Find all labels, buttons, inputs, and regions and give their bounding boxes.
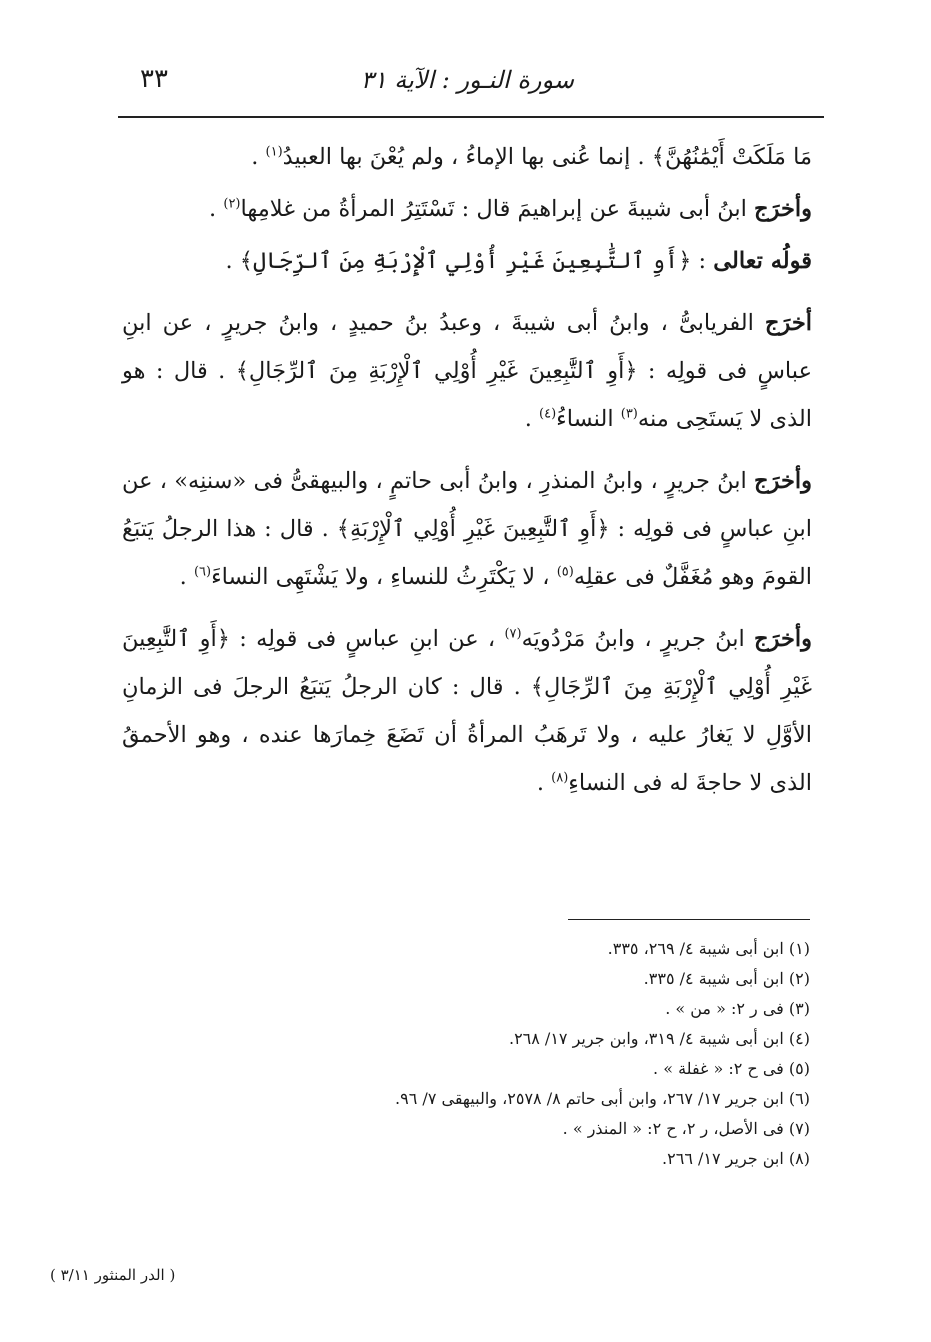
footnote-3: (٣) فى ر ٢: « من » .: [665, 999, 810, 1018]
paragraph-text: ، لا يَكْتَرِثُ للنساءِ ، ولا يَشْتَهِى النساءَ: [211, 564, 557, 590]
footnote-7: (٧) فى الأصل، ر ٢، ح ٢: « المنذر » .: [562, 1119, 810, 1138]
footnote-6: (٦) ابن جرير ١٧/ ٢٦٧، وابن أبى حاتم ٨/ ٢٥٧٨، والبيهقى ٧/ ٩٦.: [395, 1089, 810, 1108]
body-text: [122, 133, 812, 821]
paragraph-lead: أخرَج: [764, 310, 812, 336]
footnotes: [260, 934, 810, 1174]
footnote-ref: (٥): [556, 564, 574, 580]
paragraph-lead: وأخرَج: [754, 468, 812, 494]
section-heading: قولُه تعالى: [713, 248, 812, 274]
footnote-ref: (٢): [223, 196, 241, 212]
running-title: سورة النـور : الآية ٣١: [360, 66, 574, 94]
paragraph-text: ابنُ جريرٍ ، وابنُ مَرْدُويَه: [521, 626, 755, 652]
paragraph-end: .: [179, 564, 194, 590]
paragraph-text: النساءُ: [556, 406, 621, 432]
footnote-5: (٥) فى ح ٢: « غفلة » .: [653, 1059, 810, 1078]
paragraph-lead: وأخرَج: [754, 196, 812, 222]
paragraph-1: [122, 133, 812, 181]
footnote-2: (٢) ابن أبى شيبة ٤/ ٣٣٥.: [643, 969, 810, 988]
footnote-rule: [568, 919, 810, 920]
footnote-ref: (٦): [193, 564, 212, 580]
page-header: [118, 62, 824, 118]
paragraph-text: ابنُ جريرٍ ، وابنُ المنذرِ ، وابنُ أبى حاتمٍ ، والبيهقىُّ فى «سننِه» ، عن ابنِ عباسٍ فى قولِه : ﴿أَوِ ٱلتَّٰبِعِينَ غَيْرِ أُوْلِي ٱلْإِرْبَةِ﴾ . قال : هذا الرجلُ يَتبَعُ القومَ وهو مُغَفَّلٌ فى عقلِه: [122, 468, 812, 590]
paragraph-text: ، عن ابنِ عباسٍ فى قولِه : ﴿أَوِ ٱلتَّٰبِعِينَ غَيْرِ أُوْلِي ٱلْإِرْبَةِ مِنَ ٱلرِّجَالِ﴾ . قال : كان الرجلُ يَتبَعُ الرجلَ فى الزمانِ الأوَّلِ لا يَغارُ عليه ، ولا تَرهَبُ المرأةُ أن تَضَعَ خِمارَها عنده ، وهو الأحمقُ الذى لا حاجةَ له فى النساءِ: [122, 626, 812, 796]
page-number: ٣٣: [140, 64, 168, 94]
footnote-ref: (٨): [551, 770, 569, 786]
paragraph-end: .: [251, 144, 266, 170]
paragraph-text: مَا مَلَكَتْ أَيْمَٰنُهُنَّ﴾ . إنما عُنى بها الإماءُ ، ولم يُعْنَ بها العبيدُ: [282, 144, 812, 170]
footnote-ref: (٤): [539, 406, 557, 422]
footnote-1: (١) ابن أبى شيبة ٤/ ٢٦٩، ٣٣٥.: [607, 939, 810, 958]
paragraph-end: .: [524, 406, 540, 432]
footnote-ref: (٣): [620, 406, 638, 422]
footnote-8: (٨) ابن جرير ١٧/ ٢٦٦.: [662, 1149, 810, 1168]
header-rule: [118, 116, 824, 118]
paragraph-3: [122, 237, 812, 285]
footnote-4: (٤) ابن أبى شيبة ٤/ ٣١٩، وابن جرير ١٧/ ٢٦٨.: [508, 1029, 810, 1048]
paragraph-text: : ﴿أَوِ ٱلتَّٰبِعِينَ غَيْرِ أُوْلِي ٱلْإِرْبَةِ مِنَ ٱلرِّجَالِ﴾ .: [225, 248, 714, 274]
paragraph-text: ابنُ أبى شيبةَ عن إبراهيمَ قال : تَسْتَتِرُ المرأةُ من غلامِها: [240, 196, 755, 222]
paragraph-6: [122, 615, 812, 807]
paragraph-4: [122, 299, 812, 443]
footnote-ref: (٧): [504, 626, 522, 642]
paragraph-2: [122, 185, 812, 233]
paragraph-5: [122, 457, 812, 601]
paragraph-text: الفريابىُّ ، وابنُ أبى شيبةَ ، وعبدُ بنُ حميدٍ ، وابنُ جريرٍ ، عن ابنِ عباسٍ فى قولِه : ﴿أَوِ ٱلتَّٰبِعِينَ غَيْرِ أُوْلِي ٱلْإِرْبَةِ مِنَ ٱلرِّجَالِ﴾ . قال : هو الذى لا يَستَحِى منه: [122, 310, 812, 432]
book-signature: ( الدر المنثور ٣/١١ ): [50, 1266, 176, 1284]
paragraph-lead: وأخرَج: [754, 626, 812, 652]
footnote-ref: (١): [265, 144, 283, 160]
paragraph-end: .: [536, 770, 552, 796]
paragraph-end: .: [209, 196, 224, 222]
